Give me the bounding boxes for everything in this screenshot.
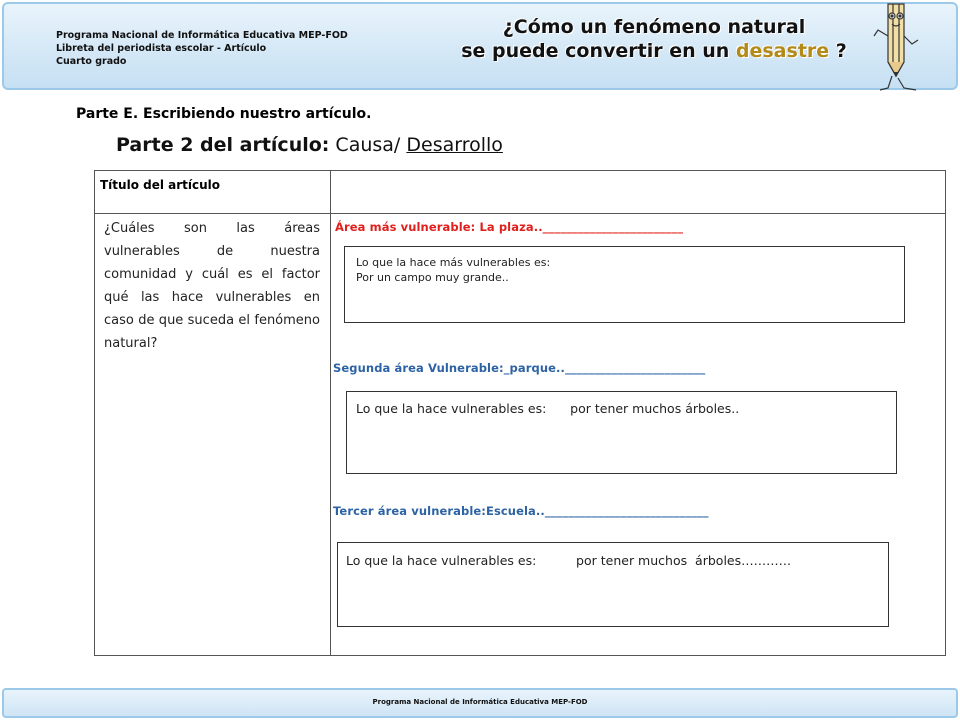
program-name: Programa Nacional de Informática Educativa MEP-FOD — [56, 30, 348, 41]
part-label: Parte 2 del artículo: — [116, 134, 330, 156]
area-3-reason-box — [337, 542, 889, 627]
area-1-heading: Área más vulnerable: La plaza..________________________ — [335, 220, 684, 234]
article-title-label: Título del artículo — [100, 178, 221, 192]
page-title — [444, 15, 864, 63]
area-3-heading: Tercer área vulnerable:Escuela..____________________________ — [333, 504, 709, 518]
row-divider — [95, 213, 945, 214]
area-1-reason-text: Por un campo muy grande.. — [356, 271, 509, 284]
header-banner — [2, 2, 958, 90]
title-line-2-end: ? — [829, 40, 847, 62]
footer-banner — [2, 688, 958, 718]
title-line-1: ¿Cómo un fenómeno natural — [502, 16, 806, 38]
column-divider — [330, 171, 331, 655]
footer-text: Programa Nacional de Informática Educativa MEP-FOD — [372, 698, 588, 706]
area-2-reason-text: Lo que la hace vulnerables es: por tener muchos árboles.. — [356, 401, 740, 416]
notebook-name: Libreta del periodista escolar - Artículo — [56, 43, 267, 54]
article-table — [94, 170, 946, 656]
program-info — [56, 29, 348, 68]
vulnerable-areas-question: ¿Cuáles son las áreas vulnerables de nuestra comunidad y cuál es el factor qué las hace vulnerables en caso de que suceda el fenómeno natural? — [104, 221, 320, 351]
part-cause: Causa/ — [329, 134, 407, 156]
title-line-2-start: se puede convertir en un — [461, 40, 736, 62]
area-3-reason-text: Lo que la hace vulnerables es: por tener muchos árboles………… — [346, 553, 792, 568]
pencil-character-icon — [860, 0, 960, 100]
grade-label: Cuarto grado — [56, 56, 127, 67]
title-line-2 — [444, 39, 864, 63]
section-heading: Parte E. Escribiendo nuestro artículo. — [76, 106, 372, 122]
title-highlight-word: desastre — [735, 40, 830, 62]
area-1-reason-label: Lo que la hace más vulnerables es: — [356, 256, 551, 269]
area-2-heading: Segunda área Vulnerable:_parque..________________________ — [333, 361, 706, 375]
article-part-heading — [116, 134, 503, 156]
area-2-reason-box — [346, 391, 897, 474]
area-1-reason-box — [344, 246, 905, 323]
part-development: Desarrollo — [406, 134, 503, 156]
